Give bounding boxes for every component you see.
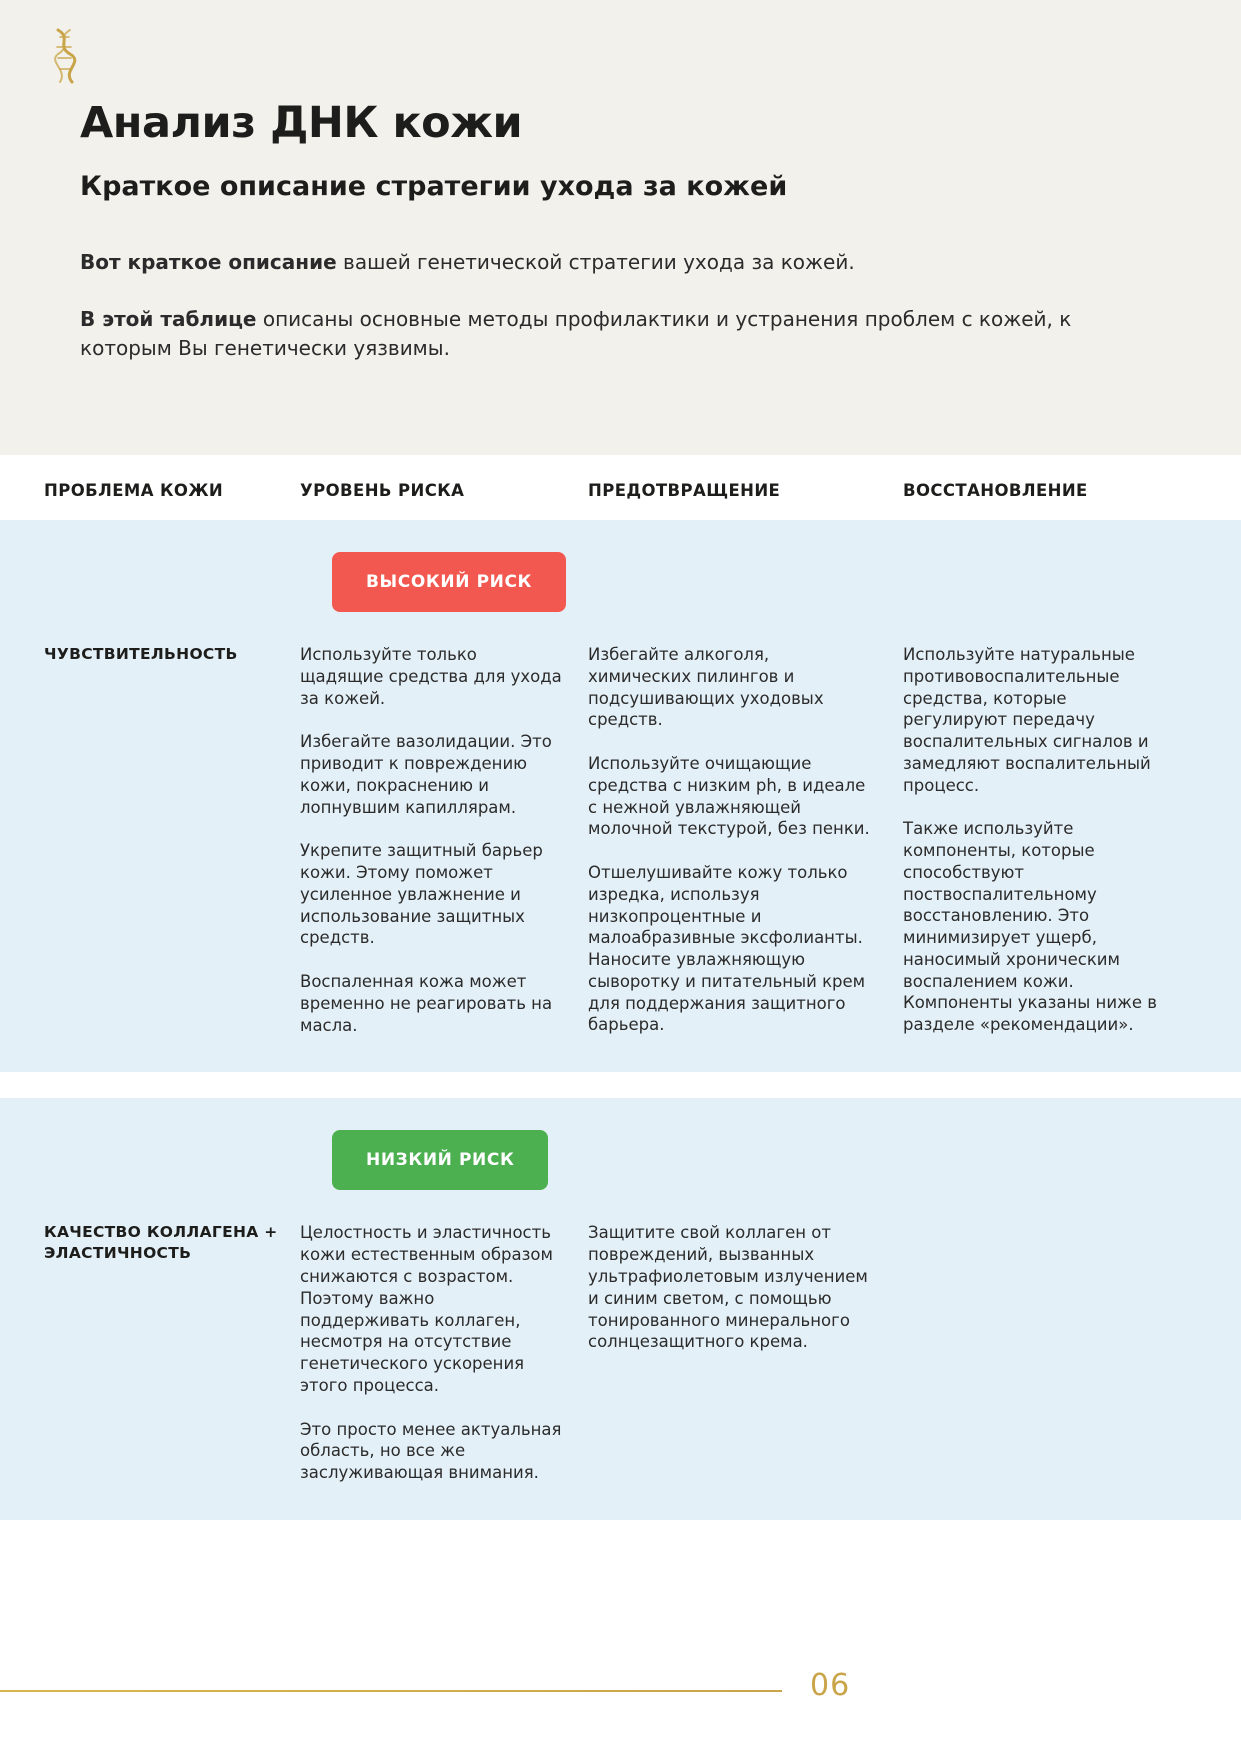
document-header <box>0 0 1241 455</box>
paragraph: Избегайте вазолидации. Это приводит к повреждению кожи, покраснению и лопнувшим капиллярам. <box>300 732 552 817</box>
column-header-prevention: ПРЕДОТВРАЩЕНИЕ <box>588 481 781 500</box>
table-row <box>0 1098 1241 1519</box>
cell-recovery <box>903 1222 1197 1483</box>
risk-badge-container <box>0 1130 1241 1190</box>
row-content <box>0 612 1241 1036</box>
cell-prevention <box>588 1222 903 1483</box>
page-subtitle: Краткое описание стратегии ухода за кожей <box>80 171 788 203</box>
intro-2-rest: описаны основные методы профилактики и устранения проблем с кожей, к которым Вы генетически уязвимы. <box>80 306 1072 360</box>
cell-recovery <box>903 644 1197 1036</box>
cell-prevention <box>588 644 903 1036</box>
cell-prevention-primary <box>300 644 588 1036</box>
dna-helix-icon <box>44 28 84 84</box>
page-title: Анализ ДНК кожи <box>80 98 523 148</box>
paragraph: Избегайте алкоголя, химических пилингов и подсушивающих уходовых средств. <box>588 645 824 730</box>
paragraph: Отшелушивайте кожу только изредка, используя низкопроцентные и малоабразивные эксфолианты. Наносите увлажняющую сыворотку и питательный крем для поддержания защитного барьера. <box>588 863 866 1035</box>
status-badge: НИЗКИЙ РИСК <box>332 1130 548 1190</box>
paragraph: Используйте очищающие средства с низким ph, в идеале с нежной увлажняющей молочной текстурой, без пенки. <box>588 754 870 839</box>
page-number: 06 <box>810 1668 851 1703</box>
footer-divider <box>0 1690 782 1692</box>
risk-badge-container <box>0 552 1241 612</box>
row-content <box>0 1190 1241 1483</box>
paragraph: Воспаленная кожа может временно не реагировать на масла. <box>300 972 553 1035</box>
intro-paragraph-2 <box>0 277 1170 363</box>
table-row <box>0 520 1241 1072</box>
column-header-risk-level: УРОВЕНЬ РИСКА <box>300 481 465 500</box>
column-header-skin-problem: ПРОБЛЕМА КОЖИ <box>44 481 224 500</box>
intro-1-rest: вашей генетической стратегии ухода за кожей. <box>336 249 855 274</box>
intro-paragraph-1 <box>0 204 1170 277</box>
row-spacer <box>0 1072 1241 1098</box>
table-column-headers <box>0 455 1241 520</box>
page-footer <box>0 1668 1241 1754</box>
paragraph: Также используйте компоненты, которые способствуют поствоспалительному восстановлению. Это минимизирует ущерб, наносимый хроническим воспалением кожи. Компоненты указаны ниже в разделе «рекомендации». <box>903 819 1158 1035</box>
paragraph: Защитите свой коллаген от повреждений, вызванных ультрафиолетовым излучением и синим светом, с помощью тонированного минерального солнцезащитного крема. <box>588 1223 868 1352</box>
cell-prevention-primary <box>300 1222 588 1483</box>
intro-1-bold: Вот краткое описание <box>80 249 337 274</box>
intro-2-bold: В этой таблице <box>80 306 257 331</box>
paragraph: Используйте только щадящие средства для ухода за кожей. <box>300 645 562 708</box>
paragraph: Используйте натуральные противовоспалительные средства, которые регулируют передачу воспалительных сигналов и замедляют воспалительный процесс. <box>903 645 1151 795</box>
row-label: ЧУВСТВИТЕЛЬНОСТЬ <box>44 645 238 663</box>
status-badge: ВЫСОКИЙ РИСК <box>332 552 566 612</box>
row-label: КАЧЕСТВО КОЛЛАГЕНА + ЭЛАСТИЧНОСТЬ <box>44 1223 278 1263</box>
paragraph: Укрепите защитный барьер кожи. Этому поможет усиленное увлажнение и использование защитных средств. <box>300 841 543 948</box>
paragraph: Целостность и эластичность кожи естественным образом снижаются с возрастом. Поэтому важно поддерживать коллаген, несмотря на отсутствие генетического ускорения этого процесса. <box>300 1223 553 1395</box>
paragraph: Это просто менее актуальная область, но все же заслуживающая внимания. <box>300 1419 562 1483</box>
column-header-recovery: ВОССТАНОВЛЕНИЕ <box>903 481 1088 500</box>
